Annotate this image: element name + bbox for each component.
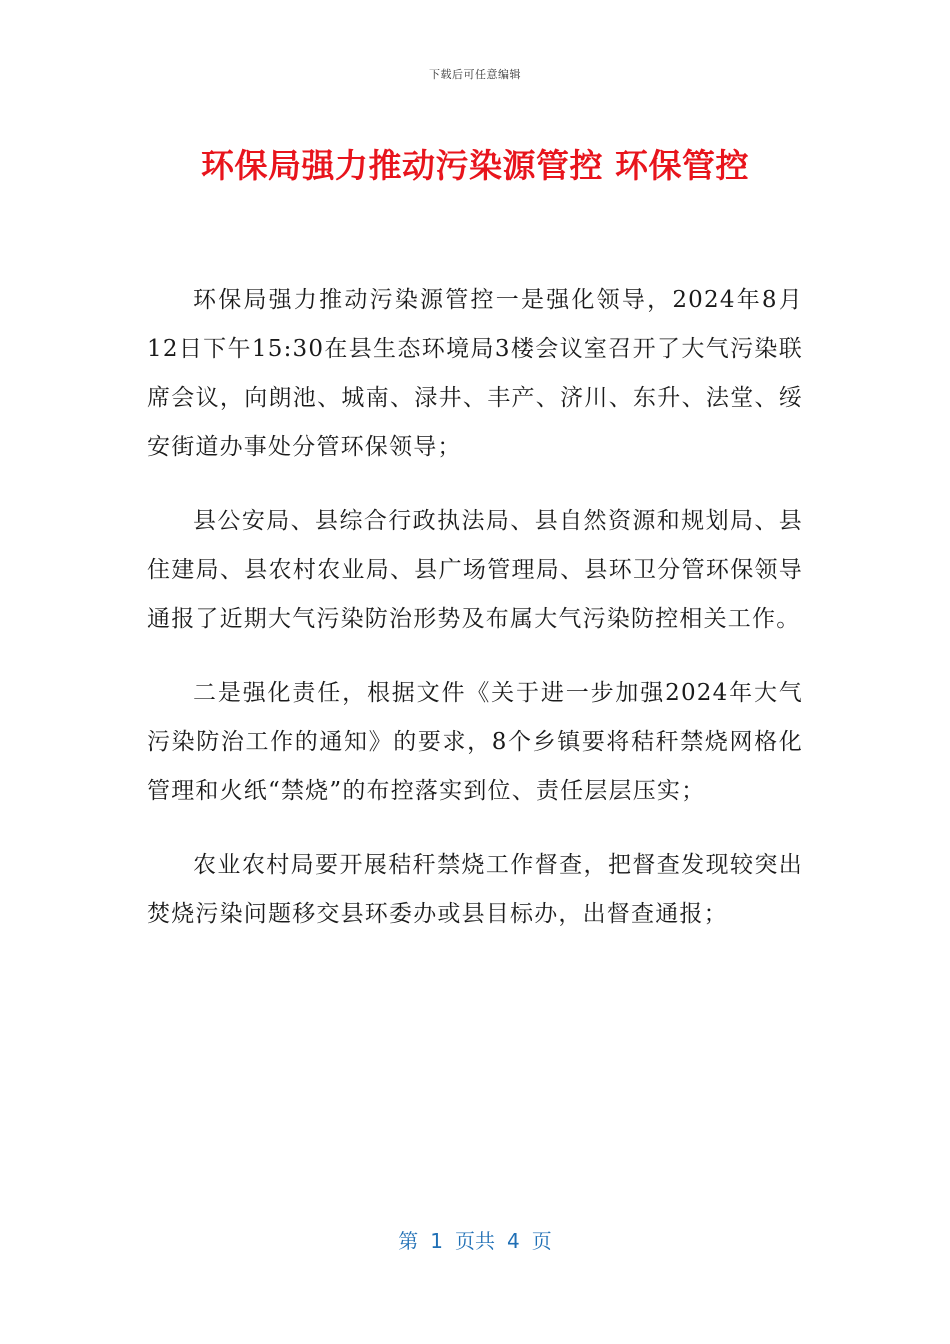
- page-label-mid: 页共: [455, 1229, 495, 1253]
- page-label-prefix: 第: [398, 1229, 419, 1253]
- current-page-number: 1: [430, 1229, 443, 1253]
- page-label-suffix: 页: [531, 1229, 552, 1253]
- document-title: 环保局强力推动污染源管控 环保管控: [201, 146, 749, 185]
- paragraph-3: 二是强化责任，根据文件《关于进一步加强2024年大气污染防治工作的通知》的要求，8个乡镇要将秸秆禁烧网格化管理和火纸“禁烧”的布控落实到位、责任层层压实；: [147, 680, 803, 804]
- header-note: 下载后可任意编辑: [429, 68, 521, 81]
- paragraph-4: 农业农村局要开展秸秆禁烧工作督查，把督查发现较突出焚烧污染问题移交县环委办或县目标办，出督查通报；: [147, 852, 803, 927]
- paragraph-1: 环保局强力推动污染源管控一是强化领导，2024年8月12日下午15:30在县生态环境局3楼会议室召开了大气污染联席会议，向朗池、城南、渌井、丰产、济川、东升、法堂、绥安街道办事处分管环保领导；: [147, 287, 803, 460]
- page-footer: [0, 1225, 950, 1254]
- document-body: [147, 276, 803, 964]
- total-pages-number: 4: [507, 1229, 520, 1253]
- paragraph-2: 县公安局、县综合行政执法局、县自然资源和规划局、县住建局、县农村农业局、县广场管理局、县环卫分管环保领导通报了近期大气污染防治形势及布属大气污染防控相关工作。: [147, 508, 803, 632]
